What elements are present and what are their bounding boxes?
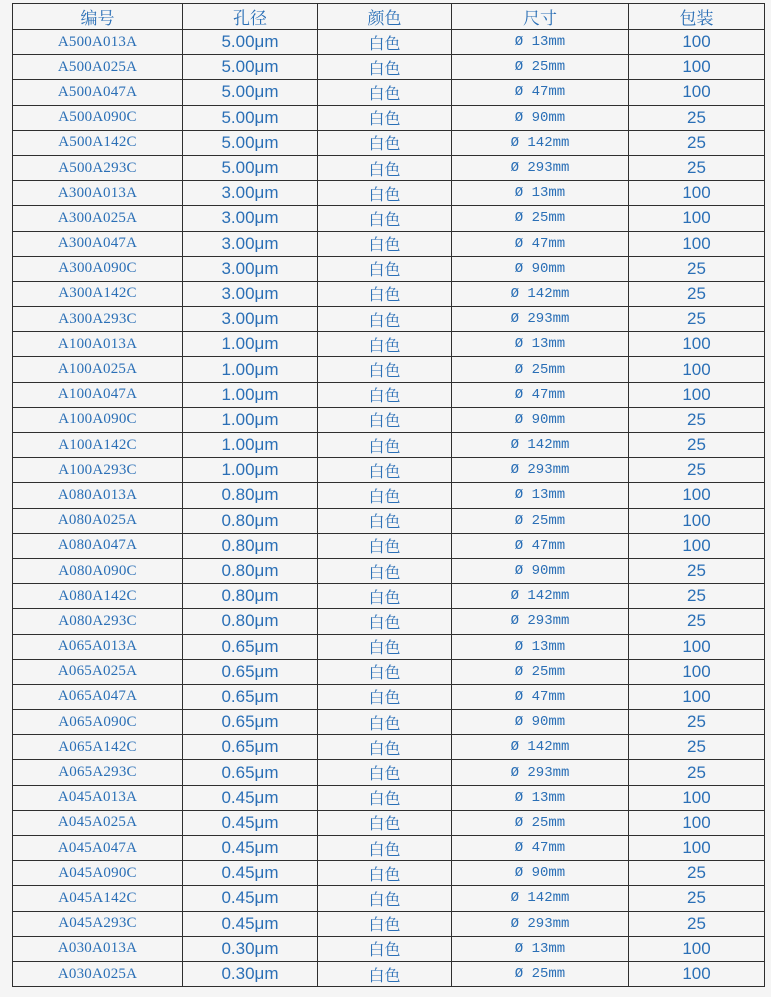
cell-size: Ø 142mm — [452, 433, 629, 458]
cell-package: 100 — [629, 30, 765, 55]
table-row — [13, 433, 765, 458]
cell-code: A080A047A — [13, 533, 183, 558]
cell-package: 25 — [629, 281, 765, 306]
cell-code: A080A142C — [13, 584, 183, 609]
cell-color: 白色 — [318, 55, 452, 80]
cell-size: Ø 13mm — [452, 634, 629, 659]
cell-pore-size: 0.45μm — [183, 836, 318, 861]
table-row — [13, 836, 765, 861]
cell-code: A045A013A — [13, 785, 183, 810]
cell-pore-size: 3.00μm — [183, 231, 318, 256]
cell-pore-size: 0.45μm — [183, 861, 318, 886]
cell-size: Ø 25mm — [452, 961, 629, 986]
cell-pore-size: 5.00μm — [183, 130, 318, 155]
table-row — [13, 558, 765, 583]
cell-size: Ø 47mm — [452, 684, 629, 709]
cell-package: 25 — [629, 760, 765, 785]
cell-code: A065A047A — [13, 684, 183, 709]
header-pore-size: 孔径 — [183, 4, 318, 30]
cell-pore-size: 3.00μm — [183, 307, 318, 332]
cell-color: 白色 — [318, 307, 452, 332]
header-row — [13, 4, 765, 30]
table-row — [13, 407, 765, 432]
cell-pore-size: 3.00μm — [183, 256, 318, 281]
cell-color: 白色 — [318, 558, 452, 583]
cell-color: 白色 — [318, 533, 452, 558]
cell-code: A300A047A — [13, 231, 183, 256]
cell-package: 25 — [629, 130, 765, 155]
cell-pore-size: 0.65μm — [183, 760, 318, 785]
header-size: 尺寸 — [452, 4, 629, 30]
cell-color: 白色 — [318, 735, 452, 760]
cell-color: 白色 — [318, 584, 452, 609]
cell-color: 白色 — [318, 634, 452, 659]
cell-package: 25 — [629, 710, 765, 735]
cell-package: 100 — [629, 231, 765, 256]
cell-code: A045A090C — [13, 861, 183, 886]
cell-pore-size: 0.80μm — [183, 584, 318, 609]
cell-package: 25 — [629, 407, 765, 432]
cell-package: 100 — [629, 181, 765, 206]
table-row — [13, 508, 765, 533]
cell-color: 白色 — [318, 407, 452, 432]
cell-pore-size: 0.65μm — [183, 634, 318, 659]
table-row — [13, 533, 765, 558]
cell-size: Ø 293mm — [452, 911, 629, 936]
cell-size: Ø 293mm — [452, 609, 629, 634]
cell-size: Ø 293mm — [452, 458, 629, 483]
cell-size: Ø 90mm — [452, 710, 629, 735]
cell-code: A065A013A — [13, 634, 183, 659]
cell-code: A080A293C — [13, 609, 183, 634]
table-row — [13, 80, 765, 105]
table-row — [13, 609, 765, 634]
product-spec-table — [12, 3, 765, 987]
table-row — [13, 634, 765, 659]
cell-color: 白色 — [318, 710, 452, 735]
cell-code: A045A025A — [13, 810, 183, 835]
cell-code: A030A013A — [13, 936, 183, 961]
cell-code: A045A293C — [13, 911, 183, 936]
cell-pore-size: 0.45μm — [183, 886, 318, 911]
cell-color: 白色 — [318, 155, 452, 180]
cell-size: Ø 90mm — [452, 256, 629, 281]
cell-size: Ø 142mm — [452, 735, 629, 760]
table-row — [13, 55, 765, 80]
cell-size: Ø 90mm — [452, 558, 629, 583]
cell-code: A300A293C — [13, 307, 183, 332]
table-row — [13, 105, 765, 130]
cell-color: 白色 — [318, 936, 452, 961]
cell-pore-size: 5.00μm — [183, 30, 318, 55]
table-row — [13, 961, 765, 986]
cell-color: 白色 — [318, 684, 452, 709]
cell-color: 白色 — [318, 382, 452, 407]
cell-code: A065A025A — [13, 659, 183, 684]
cell-pore-size: 5.00μm — [183, 155, 318, 180]
cell-code: A045A142C — [13, 886, 183, 911]
table-row — [13, 710, 765, 735]
cell-pore-size: 5.00μm — [183, 55, 318, 80]
cell-pore-size: 0.80μm — [183, 533, 318, 558]
cell-package: 100 — [629, 810, 765, 835]
cell-size: Ø 13mm — [452, 936, 629, 961]
cell-package: 100 — [629, 508, 765, 533]
cell-pore-size: 0.80μm — [183, 508, 318, 533]
cell-size: Ø 47mm — [452, 80, 629, 105]
cell-code: A500A013A — [13, 30, 183, 55]
cell-color: 白色 — [318, 861, 452, 886]
cell-package: 25 — [629, 886, 765, 911]
table-row — [13, 584, 765, 609]
cell-pore-size: 0.80μm — [183, 558, 318, 583]
cell-size: Ø 90mm — [452, 861, 629, 886]
cell-code: A300A025A — [13, 206, 183, 231]
table-row — [13, 659, 765, 684]
cell-code: A080A025A — [13, 508, 183, 533]
table-row — [13, 483, 765, 508]
table-row — [13, 256, 765, 281]
cell-pore-size: 1.00μm — [183, 407, 318, 432]
table-body — [13, 30, 765, 987]
cell-size: Ø 47mm — [452, 836, 629, 861]
cell-package: 25 — [629, 558, 765, 583]
cell-code: A030A025A — [13, 961, 183, 986]
cell-package: 100 — [629, 634, 765, 659]
cell-pore-size: 0.80μm — [183, 483, 318, 508]
cell-color: 白色 — [318, 785, 452, 810]
cell-color: 白色 — [318, 433, 452, 458]
cell-package: 25 — [629, 433, 765, 458]
cell-size: Ø 142mm — [452, 130, 629, 155]
header-code: 编号 — [13, 4, 183, 30]
cell-color: 白色 — [318, 659, 452, 684]
cell-size: Ø 293mm — [452, 760, 629, 785]
cell-size: Ø 25mm — [452, 810, 629, 835]
cell-package: 100 — [629, 80, 765, 105]
cell-package: 100 — [629, 357, 765, 382]
cell-code: A500A293C — [13, 155, 183, 180]
cell-color: 白色 — [318, 760, 452, 785]
cell-package: 100 — [629, 55, 765, 80]
cell-size: Ø 142mm — [452, 281, 629, 306]
cell-color: 白色 — [318, 836, 452, 861]
cell-code: A500A142C — [13, 130, 183, 155]
cell-package: 25 — [629, 155, 765, 180]
header-package: 包装 — [629, 4, 765, 30]
cell-code: A100A090C — [13, 407, 183, 432]
table-row — [13, 382, 765, 407]
cell-code: A100A293C — [13, 458, 183, 483]
cell-size: Ø 13mm — [452, 785, 629, 810]
cell-color: 白色 — [318, 332, 452, 357]
cell-pore-size: 1.00μm — [183, 458, 318, 483]
cell-pore-size: 5.00μm — [183, 80, 318, 105]
cell-pore-size: 0.65μm — [183, 684, 318, 709]
cell-color: 白色 — [318, 231, 452, 256]
cell-code: A500A047A — [13, 80, 183, 105]
cell-size: Ø 293mm — [452, 155, 629, 180]
table-row — [13, 307, 765, 332]
cell-color: 白色 — [318, 105, 452, 130]
cell-pore-size: 0.45μm — [183, 911, 318, 936]
cell-color: 白色 — [318, 911, 452, 936]
cell-code: A500A090C — [13, 105, 183, 130]
cell-size: Ø 293mm — [452, 307, 629, 332]
cell-package: 25 — [629, 458, 765, 483]
table-row — [13, 684, 765, 709]
cell-size: Ø 13mm — [452, 30, 629, 55]
cell-package: 25 — [629, 256, 765, 281]
cell-code: A100A013A — [13, 332, 183, 357]
table-row — [13, 886, 765, 911]
cell-color: 白色 — [318, 609, 452, 634]
cell-size: Ø 25mm — [452, 659, 629, 684]
cell-package: 25 — [629, 584, 765, 609]
cell-size: Ø 90mm — [452, 105, 629, 130]
cell-color: 白色 — [318, 281, 452, 306]
cell-package: 100 — [629, 533, 765, 558]
cell-code: A065A293C — [13, 760, 183, 785]
table-row — [13, 936, 765, 961]
cell-pore-size: 0.65μm — [183, 710, 318, 735]
table-row — [13, 206, 765, 231]
cell-package: 25 — [629, 609, 765, 634]
cell-size: Ø 142mm — [452, 584, 629, 609]
cell-pore-size: 0.65μm — [183, 735, 318, 760]
cell-pore-size: 3.00μm — [183, 206, 318, 231]
cell-package: 100 — [629, 961, 765, 986]
cell-code: A100A142C — [13, 433, 183, 458]
cell-pore-size: 3.00μm — [183, 181, 318, 206]
cell-package: 100 — [629, 206, 765, 231]
cell-size: Ø 25mm — [452, 55, 629, 80]
cell-package: 100 — [629, 684, 765, 709]
cell-code: A065A142C — [13, 735, 183, 760]
cell-package: 25 — [629, 861, 765, 886]
cell-package: 100 — [629, 836, 765, 861]
table-row — [13, 155, 765, 180]
cell-code: A080A013A — [13, 483, 183, 508]
table-row — [13, 181, 765, 206]
cell-code: A300A142C — [13, 281, 183, 306]
cell-code: A045A047A — [13, 836, 183, 861]
cell-color: 白色 — [318, 508, 452, 533]
cell-package: 100 — [629, 382, 765, 407]
table-row — [13, 130, 765, 155]
table-row — [13, 30, 765, 55]
cell-package: 25 — [629, 105, 765, 130]
cell-code: A100A047A — [13, 382, 183, 407]
cell-package: 100 — [629, 332, 765, 357]
table-row — [13, 760, 765, 785]
table-row — [13, 810, 765, 835]
cell-color: 白色 — [318, 458, 452, 483]
cell-color: 白色 — [318, 483, 452, 508]
table-row — [13, 231, 765, 256]
cell-pore-size: 1.00μm — [183, 357, 318, 382]
cell-package: 25 — [629, 735, 765, 760]
cell-code: A300A090C — [13, 256, 183, 281]
cell-size: Ø 13mm — [452, 332, 629, 357]
cell-size: Ø 25mm — [452, 508, 629, 533]
cell-pore-size: 0.45μm — [183, 785, 318, 810]
cell-pore-size: 0.45μm — [183, 810, 318, 835]
cell-size: Ø 13mm — [452, 483, 629, 508]
cell-pore-size: 0.30μm — [183, 961, 318, 986]
cell-size: Ø 47mm — [452, 231, 629, 256]
cell-code: A500A025A — [13, 55, 183, 80]
cell-color: 白色 — [318, 886, 452, 911]
cell-color: 白色 — [318, 181, 452, 206]
cell-size: Ø 25mm — [452, 206, 629, 231]
table-row — [13, 458, 765, 483]
cell-size: Ø 142mm — [452, 886, 629, 911]
cell-pore-size: 0.80μm — [183, 609, 318, 634]
table-row — [13, 281, 765, 306]
cell-color: 白色 — [318, 961, 452, 986]
cell-pore-size: 1.00μm — [183, 433, 318, 458]
header-color: 颜色 — [318, 4, 452, 30]
cell-color: 白色 — [318, 80, 452, 105]
cell-color: 白色 — [318, 130, 452, 155]
cell-size: Ø 90mm — [452, 407, 629, 432]
cell-size: Ø 13mm — [452, 181, 629, 206]
cell-code: A080A090C — [13, 558, 183, 583]
cell-code: A065A090C — [13, 710, 183, 735]
table-row — [13, 911, 765, 936]
cell-color: 白色 — [318, 30, 452, 55]
cell-size: Ø 47mm — [452, 533, 629, 558]
cell-size: Ø 25mm — [452, 357, 629, 382]
cell-code: A300A013A — [13, 181, 183, 206]
table-row — [13, 332, 765, 357]
cell-package: 100 — [629, 659, 765, 684]
cell-color: 白色 — [318, 256, 452, 281]
cell-pore-size: 3.00μm — [183, 281, 318, 306]
cell-pore-size: 1.00μm — [183, 332, 318, 357]
cell-pore-size: 0.30μm — [183, 936, 318, 961]
cell-pore-size: 1.00μm — [183, 382, 318, 407]
cell-package: 100 — [629, 483, 765, 508]
cell-size: Ø 47mm — [452, 382, 629, 407]
cell-color: 白色 — [318, 206, 452, 231]
cell-color: 白色 — [318, 357, 452, 382]
table-header — [13, 4, 765, 30]
cell-pore-size: 0.65μm — [183, 659, 318, 684]
cell-package: 25 — [629, 307, 765, 332]
table-row — [13, 357, 765, 382]
cell-package: 100 — [629, 936, 765, 961]
cell-package: 100 — [629, 785, 765, 810]
cell-pore-size: 5.00μm — [183, 105, 318, 130]
cell-color: 白色 — [318, 810, 452, 835]
table-row — [13, 785, 765, 810]
table-row — [13, 861, 765, 886]
cell-code: A100A025A — [13, 357, 183, 382]
table-row — [13, 735, 765, 760]
cell-package: 25 — [629, 911, 765, 936]
